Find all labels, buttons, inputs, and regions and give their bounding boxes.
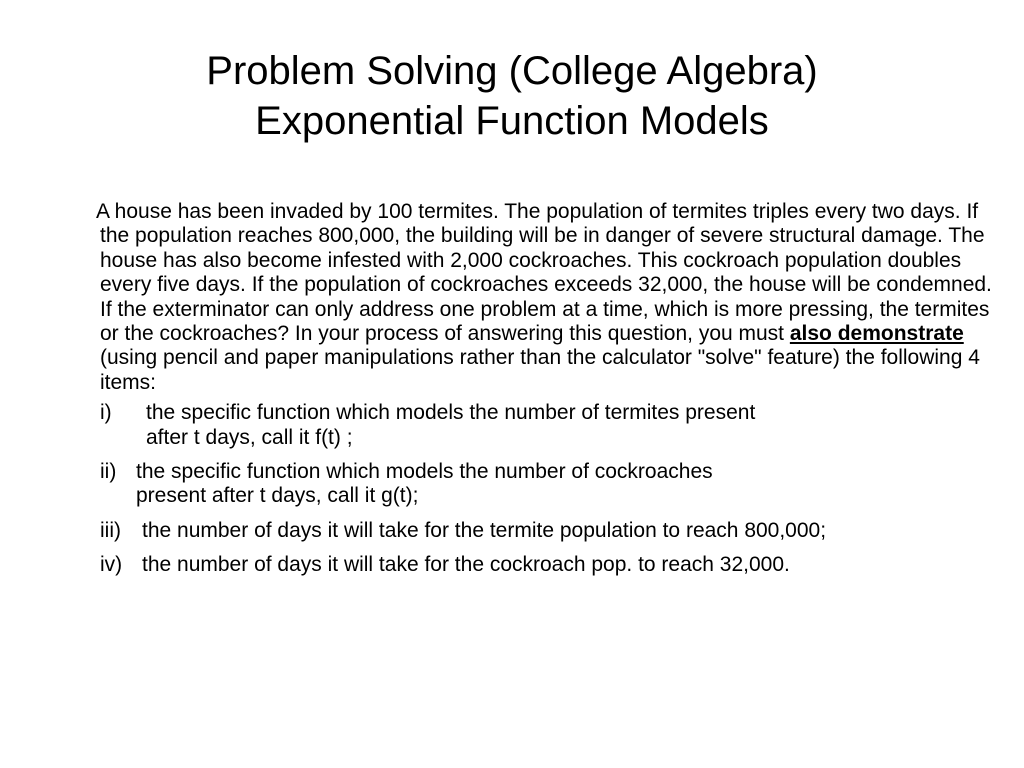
list-item-row: [100, 553, 1000, 577]
problem-paragraph: [96, 200, 1000, 395]
list-item-text: the specific function which models the number of cockroaches: [136, 460, 713, 484]
list-item-continuation: after t days, call it f(t) ;: [146, 425, 353, 449]
list-item-numeral: i): [100, 401, 112, 425]
title-line-1: Problem Solving (College Algebra): [206, 49, 818, 93]
list-item-numeral: ii): [100, 460, 117, 484]
list-item-text: the number of days it will take for the cockroach pop. to reach 32,000.: [142, 553, 790, 577]
list-item-row: [100, 401, 1000, 425]
list-item-row: [100, 519, 1000, 543]
list-item-continuation: present after t days, call it g(t);: [136, 484, 419, 508]
paragraph-text-after: (using pencil and paper manipulations rather than the calculator "solve" feature) the following 4 items:: [100, 346, 980, 394]
list-item-numeral: iii): [100, 518, 121, 542]
slide-title: [0, 46, 1024, 146]
list-item: [100, 553, 1000, 577]
list-item: [100, 401, 1000, 450]
list-item: [100, 460, 1000, 509]
title-line-2: Exponential Function Models: [255, 99, 769, 143]
slide-body: [96, 200, 1000, 588]
paragraph-text-before: A house has been invaded by 100 termites. The population of termites triples every two days. If the population reaches 800,000, the building will be in danger of severe structural damage. The house has also become infested with 2,000 cockroaches. This cockroach population doubles every five days. If the population of cockroaches exceeds 32,000, the house will be condemned. If the exterminator can only address one problem at a time, which is more pressing, the termites or the cockroaches? In your process of answering this question, you must: [96, 200, 992, 346]
emphasis-text: also demonstrate: [789, 322, 964, 346]
list-item: [100, 519, 1000, 543]
list-item-text: the specific function which models the number of termites present: [146, 401, 756, 425]
list-item-text: the number of days it will take for the termite population to reach 800,000;: [142, 518, 827, 542]
list-item-numeral: iv): [100, 553, 123, 577]
requirements-list: [100, 401, 1000, 577]
list-item-row: [100, 460, 1000, 484]
